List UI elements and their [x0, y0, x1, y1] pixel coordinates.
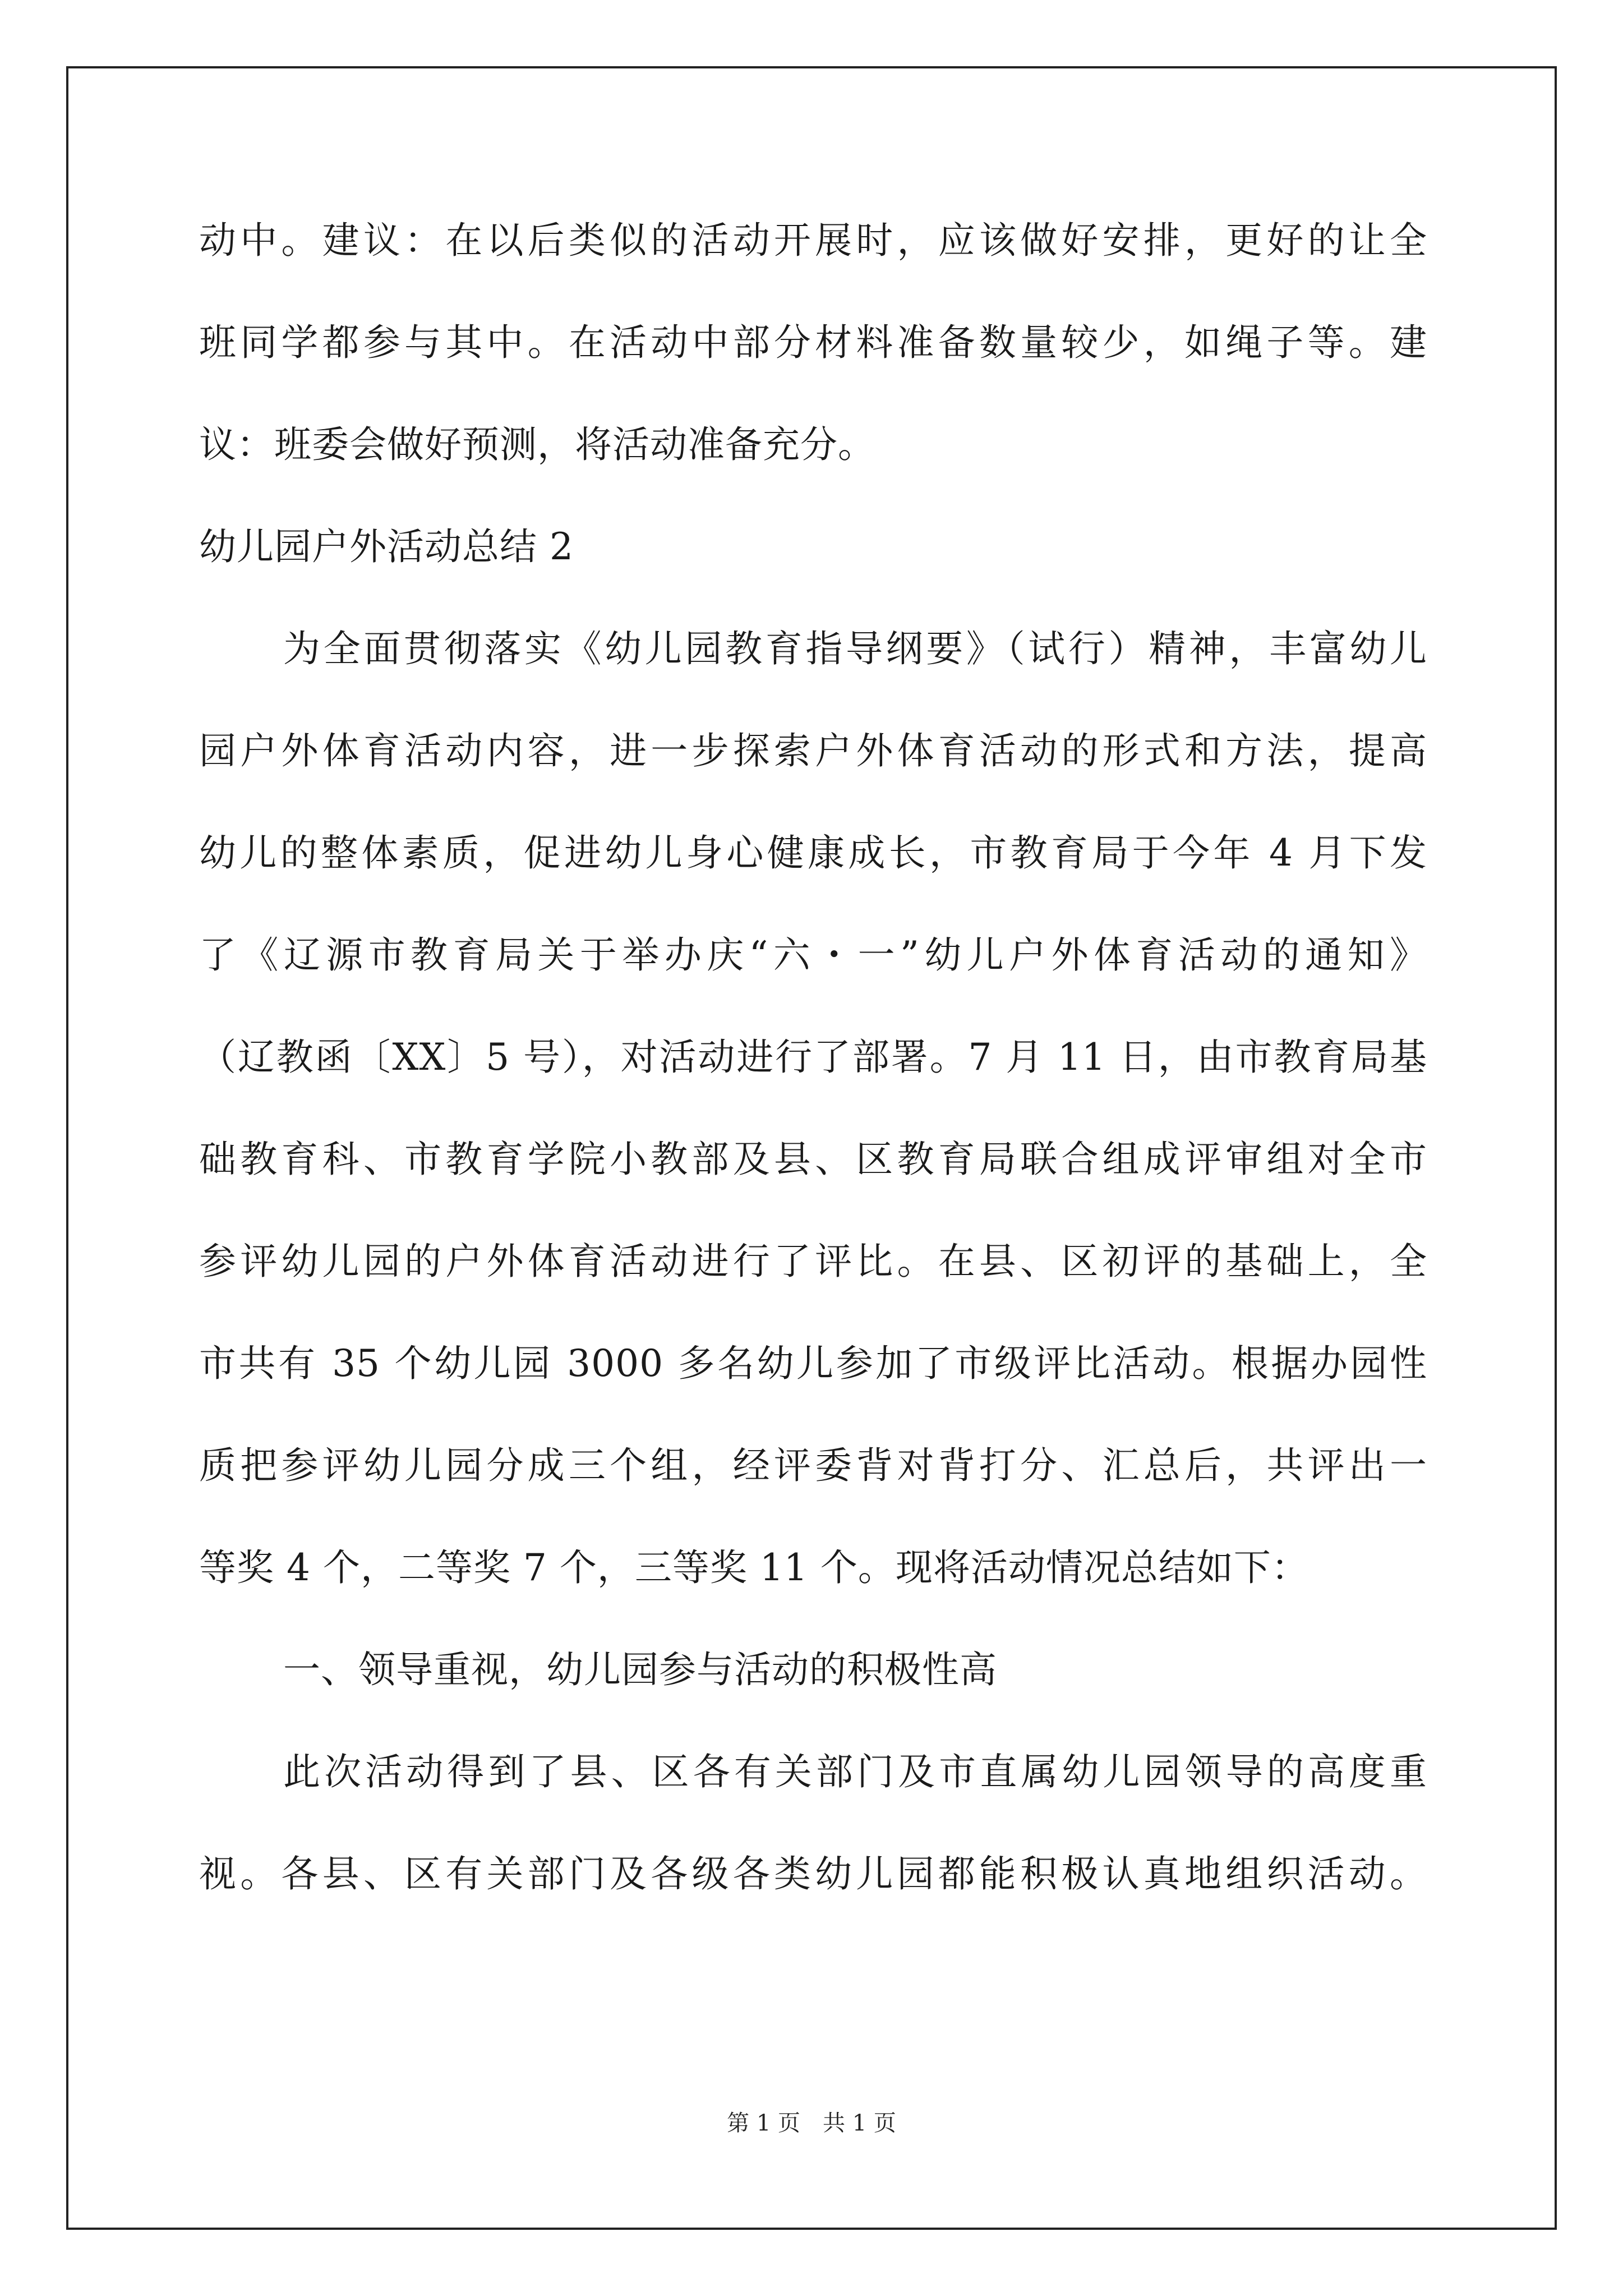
paragraph-line: 幼儿的整体素质，促进幼儿身心健康成长，市教育局于今年 4 月下发: [199, 831, 1427, 875]
page-number: 第 1 页 共 1 页: [727, 2110, 896, 2136]
paragraph-line: 质把参评幼儿园分成三个组，经评委背对背打分、汇总后，共评出一: [199, 1444, 1427, 1487]
document-body: [199, 213, 1427, 1949]
paragraph-line: 等奖 4 个，二等奖 7 个，三等奖 11 个。现将活动情况总结如下：: [199, 1546, 1309, 1589]
paragraph-line: 了《辽源市教育局关于举办庆“六・一”幼儿户外体育活动的通知》: [199, 933, 1427, 977]
paragraph-line: （辽教函〔XX〕5 号），对活动进行了部署。7 月 11 日，由市教育局基: [199, 1036, 1427, 1079]
subsection-heading: 一、领导重视，幼儿园参与活动的积极性高: [283, 1648, 997, 1691]
paragraph-line: 参评幼儿园的户外体育活动进行了评比。在县、区初评的基础上，全: [199, 1240, 1427, 1283]
paragraph-line: 为全面贯彻落实《幼儿园教育指导纲要》（试行）精神，丰富幼儿: [283, 627, 1427, 670]
paragraph-line: 园户外体育活动内容，进一步探索户外体育活动的形式和方法，提高: [199, 729, 1427, 772]
paragraph-line: 市共有 35 个幼儿园 3000 多名幼儿参加了市级评比活动。根据办园性: [199, 1342, 1427, 1385]
paragraph-line: 班同学都参与其中。在活动中部分材料准备数量较少，如绳子等。建: [199, 321, 1427, 364]
section-heading: 幼儿园户外活动总结 2: [199, 525, 574, 568]
paragraph-line: 议：班委会做好预测，将活动准备充分。: [199, 423, 875, 466]
paragraph-line: 此次活动得到了县、区各有关部门及市直属幼儿园领导的高度重: [283, 1750, 1427, 1793]
paragraph-line: 础教育科、市教育学院小教部及县、区教育局联合组成评审组对全市: [199, 1138, 1427, 1181]
paragraph-line: 视。各县、区有关部门及各级各类幼儿园都能积极认真地组织活动。: [199, 1852, 1427, 1895]
paragraph-line: 动中。建议：在以后类似的活动开展时，应该做好安排，更好的让全: [199, 219, 1427, 262]
